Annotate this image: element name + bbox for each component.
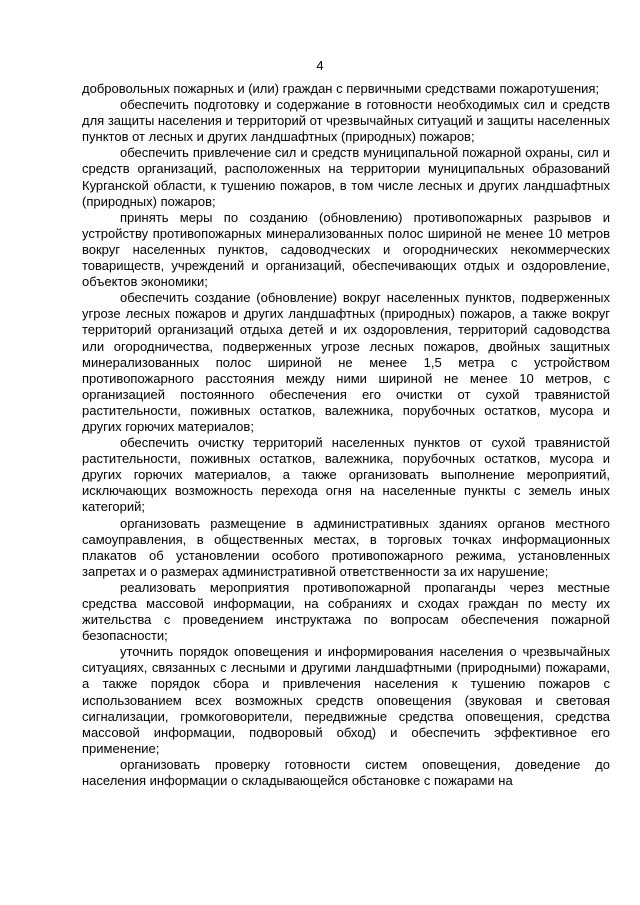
paragraph: реализовать мероприятия противопожарной пропаганды через местные средства массовой информации, на собраниях и сходах граждан по месту их жительства с проведением инструктажа по вопросам обеспечения пожарной безопасности; xyxy=(82,579,610,644)
paragraph: обеспечить подготовку и содержание в готовности необходимых сил и средств для защиты населения и территорий от чрезвычайных ситуаций и защиты населенных пунктов от лесных и других ландшафтных (природных) пожаров; xyxy=(82,97,610,145)
paragraph: уточнить порядок оповещения и информирования населения о чрезвычайных ситуациях, связанных с лесными и другими ландшафтными (природными) пожарами, а также порядок сбора и привлечения населения к тушению пожаров с использованием всех возможных средств оповещения (звуковая и световая сигнализации, громкоговорители, передвижные средства оповещения, средства массовой информации, подворовый обход) и обеспечить эффективное его применение; xyxy=(82,644,610,756)
paragraph: организовать проверку готовности систем оповещения, доведение до населения информации о складывающейся обстановке с пожарами на xyxy=(82,756,610,789)
paragraph: обеспечить очистку территорий населенных пунктов от сухой травянистой растительности, поживных остатков, валежника, порубочных остатков, мусора и других горючих материалов, а также организовать выполнение мероприятий, исключающих возможность перехода огня на населенные пункты с земель иных категорий; xyxy=(82,435,610,515)
paragraph: организовать размещение в административных зданиях органов местного самоуправления, в общественных местах, в торговых точках информационных плакатов об установлении особого противопожарного режима, установленных запретах и о размерах административной ответственности за их нарушение; xyxy=(82,515,610,579)
paragraph: принять меры по созданию (обновлению) противопожарных разрывов и устройству противопожарных минерализованных полос шириной не менее 10 метров вокруг населенных пунктов, садоводческих и огороднических некоммерческих товариществ, учреждений и организаций, обеспечивающих отдых и оздоровление, объектов экономики; xyxy=(82,209,610,290)
page-number: 4 xyxy=(316,58,324,73)
paragraph: добровольных пожарных и (или) граждан с первичными средствами пожаротушения; xyxy=(82,81,600,96)
paragraph: обеспечить создание (обновление) вокруг населенных пунктов, подверженных угрозе лесных пожаров и других ландшафтных (природных) пожаров, а также вокруг территорий организаций отдыха детей и их оздоровления, территорий садоводства или огородничества, подверженных угрозе лесных пожаров, двойных защитных минерализованных полос шириной не менее 1,5 метра с устройством противопожарного расстояния между ними шириной не менее 10 метров, с организацией постоянного обеспечения его очистки от сухой травянистой растительности, поживных остатков, валежника, порубочных остатков, мусора и других горючих материалов; xyxy=(82,290,610,434)
document-body xyxy=(82,81,610,789)
paragraph: обеспечить привлечение сил и средств муниципальной пожарной охраны, сил и средств организаций, расположенных на территории муниципальных образований Курганской области, к тушению пожаров, в том числе лесных и других ландшафтных (природных) пожаров; xyxy=(82,145,610,209)
